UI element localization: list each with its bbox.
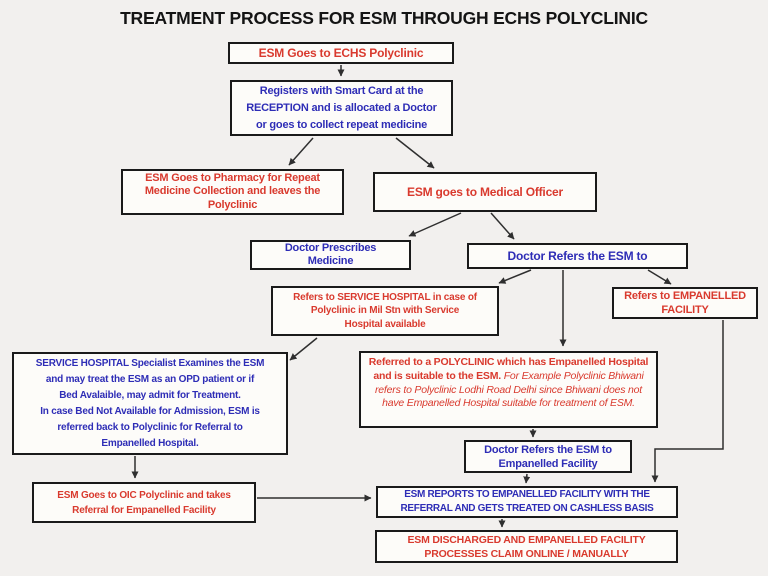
page-title: TREATMENT PROCESS FOR ESM THROUGH ECHS POLYCLINIC <box>120 8 648 28</box>
flow-node-pharmacy-repeat-medicine <box>121 169 344 215</box>
node-text: ESM Goes to Pharmacy for Repeat <box>145 171 320 184</box>
arrow-mo-to-prescribes <box>409 213 461 236</box>
arrow-empanelled-to-reports-elbow <box>655 320 723 482</box>
flow-node-doctor-refers-esm-to <box>467 243 688 269</box>
node-text: Doctor Refers the ESM to <box>484 443 612 456</box>
flow-node-esm-goes-to-oic-polyclinic <box>32 482 256 523</box>
node-text: Empanelled Hospital. <box>101 437 199 449</box>
node-text: Doctor Refers the ESM to <box>507 249 648 263</box>
node-text: Bed Avalaible, may admit for Treatment. <box>59 389 241 401</box>
node-text: or goes to collect repeat medicine <box>255 118 428 131</box>
node-text: In case Bed Not Available for Admission, ESM is <box>40 405 260 417</box>
node-text-italic: For Example Polyclinic Bhiwani refers to Polyclinic Lodhi Road Delhi since Bhiwani does not have Empanelled Hospital suitable for treatment of ESM. <box>375 369 644 410</box>
flow-node-registers-smart-card <box>230 80 453 136</box>
node-text: PROCESSES CLAIM ONLINE / MANUALLY <box>424 547 629 560</box>
arrow-registration-to-pharmacy <box>289 138 313 165</box>
flow-node-refers-to-empanelled-facility <box>612 287 758 319</box>
node-text: ESM Goes to ECHS Polyclinic <box>258 46 424 60</box>
flow-node-esm-goes-to-medical-officer <box>373 172 597 212</box>
node-text: Polyclinic <box>207 198 258 211</box>
node-text: SERVICE HOSPITAL Specialist Examines the ESM <box>35 357 265 369</box>
node-text: and may treat the ESM as an OPD patient or if <box>45 373 255 385</box>
node-text: Medicine Collection and leaves the <box>144 185 321 198</box>
node-text: Doctor Prescribes <box>284 242 377 254</box>
flow-node-doctor-prescribes-medicine <box>250 240 411 270</box>
flow-node-esm-goes-to-echs-polyclinic <box>228 42 454 64</box>
node-text: RECEPTION and is allocated a Doctor <box>246 101 437 114</box>
arrow-refers-to-service-hospital <box>499 270 531 283</box>
flow-node-refers-to-service-hospital <box>271 286 499 336</box>
node-text: ESM goes to Medical Officer <box>407 185 563 199</box>
node-text: Polyclinic in Mil Stn with Service <box>310 305 460 317</box>
node-text: Hospital available <box>344 318 426 330</box>
flow-node-service-hospital-specialist <box>12 352 288 455</box>
node-text: Registers with Smart Card at the <box>259 84 424 97</box>
node-text: Refers to EMPANELLED <box>624 290 746 302</box>
node-text: ESM Goes to OIC Polyclinic and takes <box>57 489 231 501</box>
arrow-registration-to-medical-officer <box>396 138 434 168</box>
node-text: FACILITY <box>661 304 709 316</box>
flow-node-referred-to-polyclinic-with-empanelled <box>359 351 658 428</box>
node-text: Empanelled Facility <box>498 457 598 470</box>
arrow-refers-to-empanelled <box>648 270 671 284</box>
arrow-doctor-refers-to-reports <box>526 474 527 483</box>
node-text: Medicine <box>307 255 354 267</box>
arrow-mo-to-refers <box>491 213 514 239</box>
node-text: referred back to Polyclinic for Referral to <box>57 421 243 433</box>
node-text: Referral for Empanelled Facility <box>72 504 216 516</box>
node-text-bold: Referred to a POLYCLINIC which has Empanelled Hospital and is suitable to the ESM. <box>368 356 649 382</box>
node-text: REFERRAL AND GETS TREATED ON CASHLESS BASIS <box>400 503 654 514</box>
arrow-service-referral-to-specialist <box>290 338 317 360</box>
flow-node-esm-discharged-claim-processed <box>375 530 678 563</box>
node-text: ESM DISCHARGED AND EMPANELLED FACILITY <box>407 533 646 546</box>
node-text: Refers to SERVICE HOSPITAL in case of <box>293 291 477 303</box>
node-text: ESM REPORTS TO EMPANELLED FACILITY WITH THE <box>404 489 650 500</box>
flow-node-esm-reports-to-empanelled-facility <box>376 486 678 518</box>
flow-node-doctor-refers-to-empanelled-facility <box>464 440 632 473</box>
